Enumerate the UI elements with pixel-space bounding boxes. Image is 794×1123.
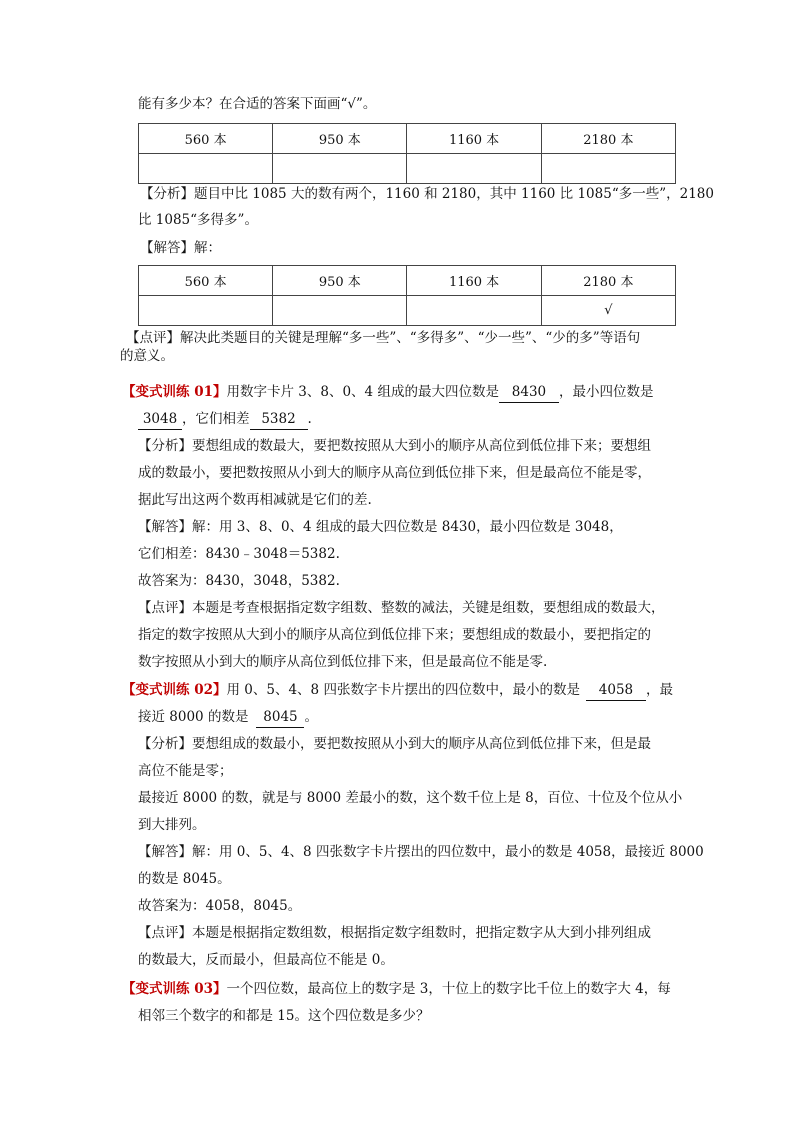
exercise-01-analysis-line2: 成的数最小，要把数按照从小到大的顺序从高位到低位排下来，但是最高位不能是零， bbox=[138, 465, 651, 481]
table-cell bbox=[139, 296, 273, 326]
question-text: . bbox=[307, 411, 312, 427]
table-header-cell: 1160 本 bbox=[407, 266, 541, 296]
analysis-text: 要想组成的数最大，要把数按照从大到小的顺序从高位到低位排下来；要想组 bbox=[192, 438, 651, 454]
answer-label: 【解答】 bbox=[138, 519, 192, 535]
example-comment-line2: 的意义。 bbox=[120, 348, 174, 364]
table-header-cell: 1160 本 bbox=[407, 124, 541, 154]
question-text: 一个四位数，最高位上的数字是 3，十位上的数字比千位上的数字大 4，每 bbox=[226, 981, 671, 997]
exercise-02-question-line1 bbox=[122, 680, 673, 701]
exercise-01-analysis-line3: 据此写出这两个数再相减就是它们的差. bbox=[138, 492, 372, 508]
table-cell bbox=[273, 296, 407, 326]
exercise-01-answer-line3: 故答案为：8430，3048，5382. bbox=[138, 573, 340, 589]
exercise-01-analysis-line1 bbox=[138, 436, 651, 456]
table-header-cell: 2180 本 bbox=[541, 266, 675, 296]
table-header-cell: 950 本 bbox=[273, 124, 407, 154]
checkmark-cell: √ bbox=[541, 296, 675, 326]
exercise-02-comment-line2: 的数最大，反而最小，但最高位不能是 0。 bbox=[138, 952, 394, 968]
answer-text: 解：用 3、8、0、4 组成的最大四位数是 8430，最小四位数是 3048， bbox=[192, 519, 623, 535]
table-cell bbox=[407, 296, 541, 326]
exercise-03-question-line1 bbox=[122, 979, 671, 999]
example-answer-line bbox=[140, 238, 221, 258]
answer-label: 【解答】 bbox=[138, 844, 192, 860]
exercise-01-comment-line1 bbox=[138, 598, 665, 618]
answer-table-blank bbox=[138, 123, 676, 184]
comment-label: 【点评】 bbox=[126, 330, 180, 346]
exercise-01-comment-line2: 指定的数字按照从大到小的顺序从高位到低位排下来；要想组成的数最小，要把指定的 bbox=[138, 627, 651, 643]
question-text: 。 bbox=[304, 709, 318, 725]
exercise-01-comment-line3: 数字按照从小到大的顺序从高位到低位排下来，但是最高位不能是零. bbox=[138, 654, 548, 670]
analysis-label: 【分析】 bbox=[140, 186, 194, 202]
exercise-02-question-line2 bbox=[138, 707, 318, 728]
answer-text: 解：用 0、5、4、8 四张数字卡片摆出的四位数中，最小的数是 4058，最接近 8000 bbox=[192, 844, 704, 860]
table-cell bbox=[273, 154, 407, 184]
answer-label: 【解答】 bbox=[140, 240, 194, 256]
comment-text: 解决此类题目的关键是理解“多一些”、“多得多”、“少一些”、“少的多”等语句 bbox=[180, 330, 641, 346]
table-cell bbox=[407, 154, 541, 184]
exercise-02-comment-line1 bbox=[138, 923, 651, 943]
example-comment-line1 bbox=[126, 328, 640, 348]
table-header-cell: 950 本 bbox=[273, 266, 407, 296]
comment-text: 本题是考查根据指定数字组数、整数的减法，关键是组数，要想组成的数最大， bbox=[192, 600, 665, 616]
exercise-03-question-line2: 相邻三个数字的和都是 15。这个四位数是多少？ bbox=[138, 1008, 430, 1024]
table-cell bbox=[541, 154, 675, 184]
exercise-02-analysis-line1 bbox=[138, 734, 651, 754]
exercise-01-tag: 【变式训练 01】 bbox=[122, 384, 227, 400]
example-analysis-line1 bbox=[140, 184, 714, 204]
analysis-text: 要想组成的数最小，要把数按照从小到大的顺序从高位到低位排下来，但是最 bbox=[192, 736, 651, 752]
exercise-02-answer-line1 bbox=[138, 842, 704, 862]
answer-table-filled bbox=[138, 265, 676, 326]
table-header-cell: 560 本 bbox=[139, 266, 273, 296]
question-text: ，最 bbox=[645, 682, 673, 698]
example-analysis-line2: 比 1085“多得多”。 bbox=[138, 212, 258, 228]
exercise-01-answer-line2: 它们相差：8430﹣3048＝5382. bbox=[138, 546, 340, 562]
exercise-03-tag: 【变式训练 03】 bbox=[122, 981, 227, 997]
exercise-01-question-line1 bbox=[122, 382, 653, 403]
table-cell bbox=[139, 154, 273, 184]
table-header-cell: 2180 本 bbox=[541, 124, 675, 154]
answer-text: 解： bbox=[194, 240, 221, 256]
exercise-02-answer-line3: 故答案为：4058，8045。 bbox=[138, 898, 302, 914]
exercise-02-analysis-line4: 到大排列。 bbox=[138, 817, 206, 833]
answer-blank: 3048 bbox=[138, 409, 182, 430]
exercise-02-answer-line2: 的数是 8045。 bbox=[138, 871, 231, 887]
answer-blank: 4058 bbox=[586, 680, 646, 701]
analysis-label: 【分析】 bbox=[138, 438, 192, 454]
analysis-text: 题目中比 1085 大的数有两个，1160 和 2180，其中 1160 比 1085“多一些”，2180 bbox=[194, 186, 714, 202]
question-text: 用 0、5、4、8 四张数字卡片摆出的四位数中，最小的数是 bbox=[226, 682, 580, 698]
exercise-02-tag: 【变式训练 02】 bbox=[122, 682, 227, 698]
answer-blank: 8045 bbox=[256, 707, 304, 728]
answer-blank: 5382 bbox=[250, 409, 308, 430]
question-text: ，最小四位数是 bbox=[558, 384, 654, 400]
exercise-01-answer-line1 bbox=[138, 517, 623, 537]
comment-label: 【点评】 bbox=[138, 600, 192, 616]
exercise-01-question-line2 bbox=[138, 409, 312, 430]
question-text: 用数字卡片 3、8、0、4 组成的最大四位数是 bbox=[226, 384, 499, 400]
comment-text: 本题是根据指定数组数，根据指定数字组数时，把指定数字从大到小排列组成 bbox=[192, 925, 651, 941]
exercise-02-analysis-line2: 高位不能是零； bbox=[138, 763, 233, 779]
question-text: 能有多少本？在合适的答案下面画“√”。 bbox=[138, 96, 377, 112]
exercise-02-analysis-line3: 最接近 8000 的数，就是与 8000 差最小的数，这个数千位上是 8，百位、十位及个位从小 bbox=[138, 790, 683, 806]
table-header-cell: 560 本 bbox=[139, 124, 273, 154]
question-text: ，它们相差 bbox=[182, 411, 250, 427]
answer-blank: 8430 bbox=[499, 382, 559, 403]
comment-label: 【点评】 bbox=[138, 925, 192, 941]
question-text: 接近 8000 的数是 bbox=[138, 709, 249, 725]
analysis-label: 【分析】 bbox=[138, 736, 192, 752]
